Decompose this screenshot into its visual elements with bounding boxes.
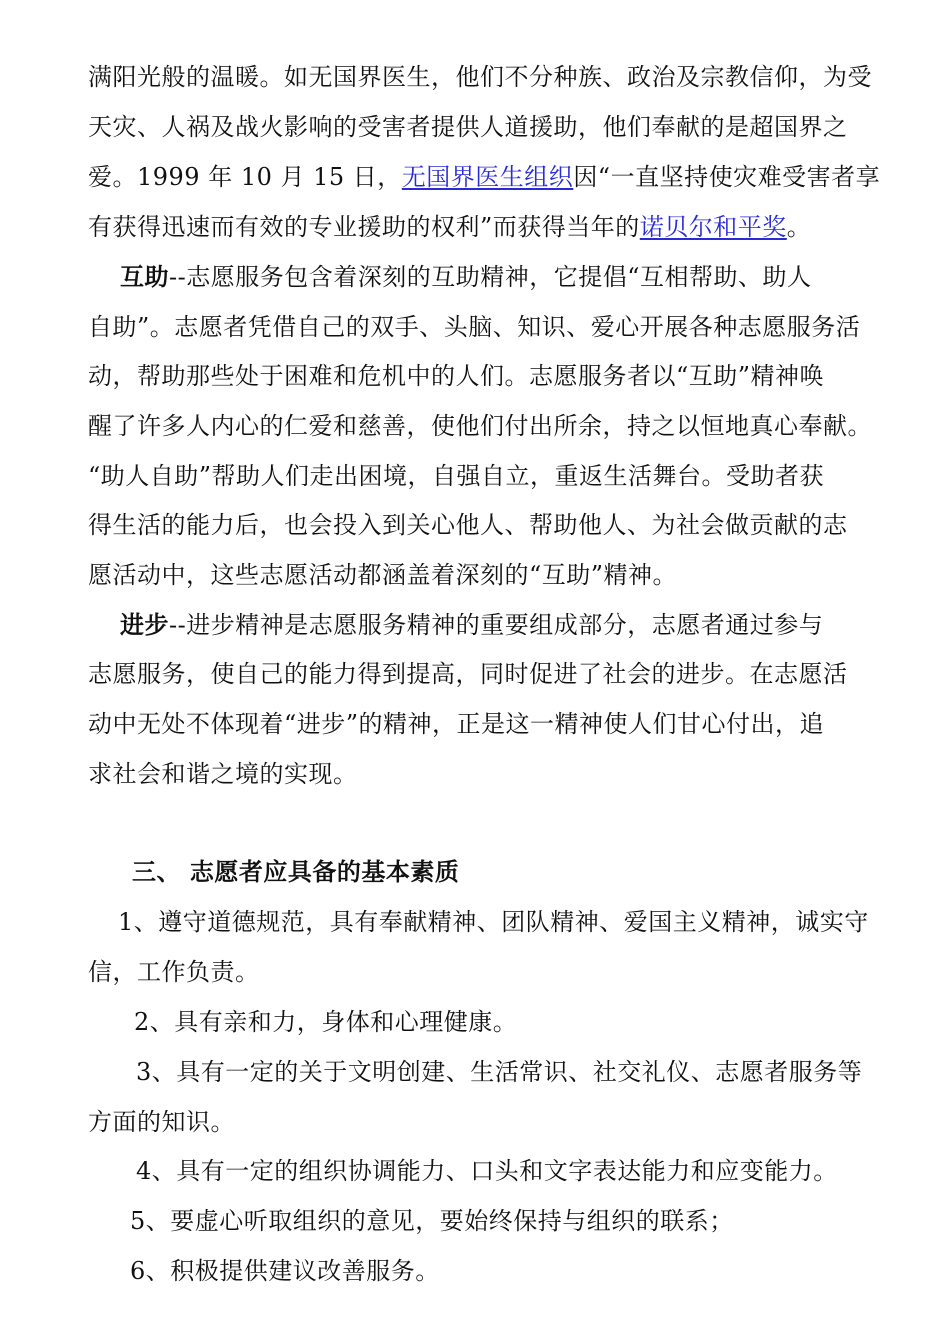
list-item: 6、积极提供建议改善服务。 [130,1257,440,1285]
msf-link[interactable]: 无国界医生组织 [401,163,574,191]
paragraph-line [88,162,880,192]
list-item: 3、具有一定的关于文明创建、生活常识、社交礼仪、志愿者服务等 [136,1058,863,1086]
text-segment: --进步精神是志愿服务精神的重要组成部分，志愿者通过参与 [169,611,824,639]
text-segment: --志愿服务包含着深刻的互助精神，它提倡“互相帮助、助人 [169,263,812,291]
nobel-peace-prize-link[interactable]: 诺贝尔和平奖 [639,213,787,241]
list-item: 1、遵守道德规范，具有奉献精神、团队精神、爱国主义精神，诚实守 [118,908,869,936]
paragraph-line: 自助”。志愿者凭借自己的双手、头脑、知识、爱心开展各种志愿服务活 [88,313,861,341]
text-segment: 。 [786,213,812,241]
list-item-continuation: 方面的知识。 [88,1108,235,1136]
paragraph-line [120,610,823,640]
term-mutual-aid: 互助 [120,263,169,291]
term-progress: 进步 [120,611,169,639]
text-segment: 因“一直坚持使灾难受害者享 [573,163,881,191]
section-heading: 三、 志愿者应具备的基本素质 [132,858,460,886]
paragraph-line [88,212,811,242]
paragraph-line [120,262,812,292]
paragraph-line: 动中无处不体现着“进步”的精神，正是这一精神使人们甘心付出，追 [88,710,825,738]
paragraph-line: “助人自助”帮助人们走出困境，自强自立，重返生活舞台。受助者获 [88,462,825,490]
paragraph-line: 得生活的能力后，也会投入到关心他人、帮助他人、为社会做贡献的志 [88,511,848,539]
paragraph-line: 志愿服务，使自己的能力得到提高，同时促进了社会的进步。在志愿活 [88,660,848,688]
text-segment: 爱。1999 年 10 月 15 日， [88,163,402,191]
list-item-continuation: 信，工作负责。 [88,958,260,986]
paragraph-line: 求社会和谐之境的实现。 [88,760,358,788]
list-item: 5、要虚心听取组织的意见，要始终保持与组织的联系； [130,1207,734,1235]
paragraph-line: 愿活动中，这些志愿活动都涵盖着深刻的“互助”精神。 [88,561,678,589]
paragraph-line: 醒了许多人内心的仁爱和慈善，使他们付出所余，持之以恒地真心奉献。 [88,412,872,440]
list-item: 4、具有一定的组织协调能力、口头和文字表达能力和应变能力。 [136,1157,838,1185]
text-segment: 有获得迅速而有效的专业援助的权利”而获得当年的 [88,213,640,241]
paragraph-line: 动，帮助那些处于困难和危机中的人们。志愿服务者以“互助”精神唤 [88,362,825,390]
list-item: 2、具有亲和力，身体和心理健康。 [134,1008,518,1036]
paragraph-line: 满阳光般的温暖。如无国界医生，他们不分种族、政治及宗教信仰，为受 [88,63,872,91]
paragraph-line: 天灾、人祸及战火影响的受害者提供人道援助，他们奉献的是超国界之 [88,113,848,141]
